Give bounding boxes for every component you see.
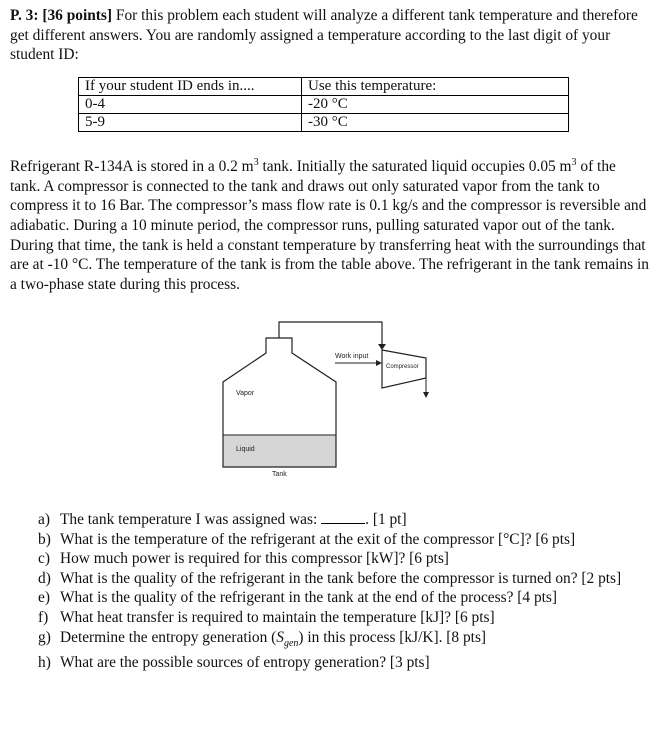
tank-label: Tank <box>272 471 287 478</box>
list-item <box>38 569 648 589</box>
question-text: Determine the entropy generation ( <box>60 628 277 646</box>
outlet-arrow-down-icon <box>423 392 429 398</box>
question-label: c) <box>38 550 50 568</box>
list-item <box>38 588 648 608</box>
problem-text-3: of the tank. A compressor is connected to the tank and draws out only saturated vapor from the tank to compress it to 16 Bar. The compressor’s mass flow rate is 0.1 kg/s and the compressor is reversible and adiabatic. During a 10 minute period, the compressor runs, pulling saturated vapor out of the tank. During that time, the tank is held a constant temperature by transferring heat with the surroundings that are at -10 °C. The temperature of the tank is from the table above. The refrigerant in the tank remains in a two-phase state during this process. <box>10 158 649 293</box>
question-text: The tank temperature I was assigned was: <box>60 511 322 528</box>
temperature-cell: -30 °C <box>302 114 569 132</box>
question-text: How much power is required for this compressor [kW]? [6 pts] <box>60 550 449 568</box>
question-text: What is the quality of the refrigerant in the tank before the compressor is turned on? [2 pts] <box>60 569 622 587</box>
answer-blank <box>321 511 365 524</box>
list-item <box>38 549 648 569</box>
liquid-label: Liquid <box>236 446 255 453</box>
table-row <box>79 114 569 132</box>
table-row <box>79 96 569 114</box>
superscript-3: 3 <box>253 157 259 168</box>
list-item <box>38 653 648 673</box>
question-label: e) <box>38 589 50 607</box>
vapor-label: Vapor <box>236 390 255 397</box>
intro-text: For this problem each student will analyze a different tank temperature and therefore get different answers. You are randomly assigned a temperature according to the last digit of your student ID: <box>10 7 638 64</box>
id-range-cell: 0-4 <box>79 96 302 114</box>
question-label: h) <box>38 654 51 672</box>
entropy-subscript: gen <box>283 637 299 649</box>
question-text: What are the possible sources of entropy generation? [3 pts] <box>60 654 430 672</box>
id-range-cell: 5-9 <box>79 114 302 132</box>
question-label: d) <box>38 569 51 587</box>
table-header-row <box>79 78 569 96</box>
problem-statement <box>10 153 650 294</box>
problem-text-2: tank. Initially the saturated liquid occupies 0.05 m <box>258 158 572 176</box>
question-label: b) <box>38 530 51 548</box>
temperature-assignment-table <box>78 77 569 132</box>
work-input-arrow-icon <box>376 360 382 366</box>
list-item <box>38 628 648 654</box>
question-text: ) in this process [kJ/K]. [8 pts] <box>298 628 487 646</box>
list-item <box>38 510 648 530</box>
list-item <box>38 530 648 550</box>
problem-label: P. 3: [36 points] <box>10 7 113 24</box>
tank-compressor-diagram <box>210 318 442 484</box>
pipe-arrow-down-icon <box>378 344 386 350</box>
column-header-id: If your student ID ends in.... <box>79 78 302 96</box>
question-list <box>38 510 648 673</box>
work-input-label: Work input <box>335 353 369 360</box>
list-item <box>38 608 648 628</box>
question-label: f) <box>38 608 49 626</box>
question-text: What is the temperature of the refrigerant at the exit of the compressor [°C]? [6 pts] <box>60 530 576 548</box>
problem-text-1: Refrigerant R-134A is stored in a 0.2 m <box>10 158 254 176</box>
temperature-cell: -20 °C <box>302 96 569 114</box>
column-header-temperature: Use this temperature: <box>302 78 569 96</box>
compressor-label: Compressor <box>386 364 419 370</box>
question-label: g) <box>38 628 51 646</box>
question-text: What is the quality of the refrigerant in the tank at the end of the process? [4 pts] <box>60 589 558 607</box>
vapor-pipe <box>279 322 382 346</box>
entropy-symbol: S <box>276 628 284 646</box>
superscript-3: 3 <box>571 157 577 168</box>
question-text: What heat transfer is required to maintain the temperature [kJ]? [6 pts] <box>60 608 495 626</box>
question-points: . [1 pt] <box>365 511 407 528</box>
problem-intro <box>10 6 650 65</box>
question-label: a) <box>38 511 50 528</box>
